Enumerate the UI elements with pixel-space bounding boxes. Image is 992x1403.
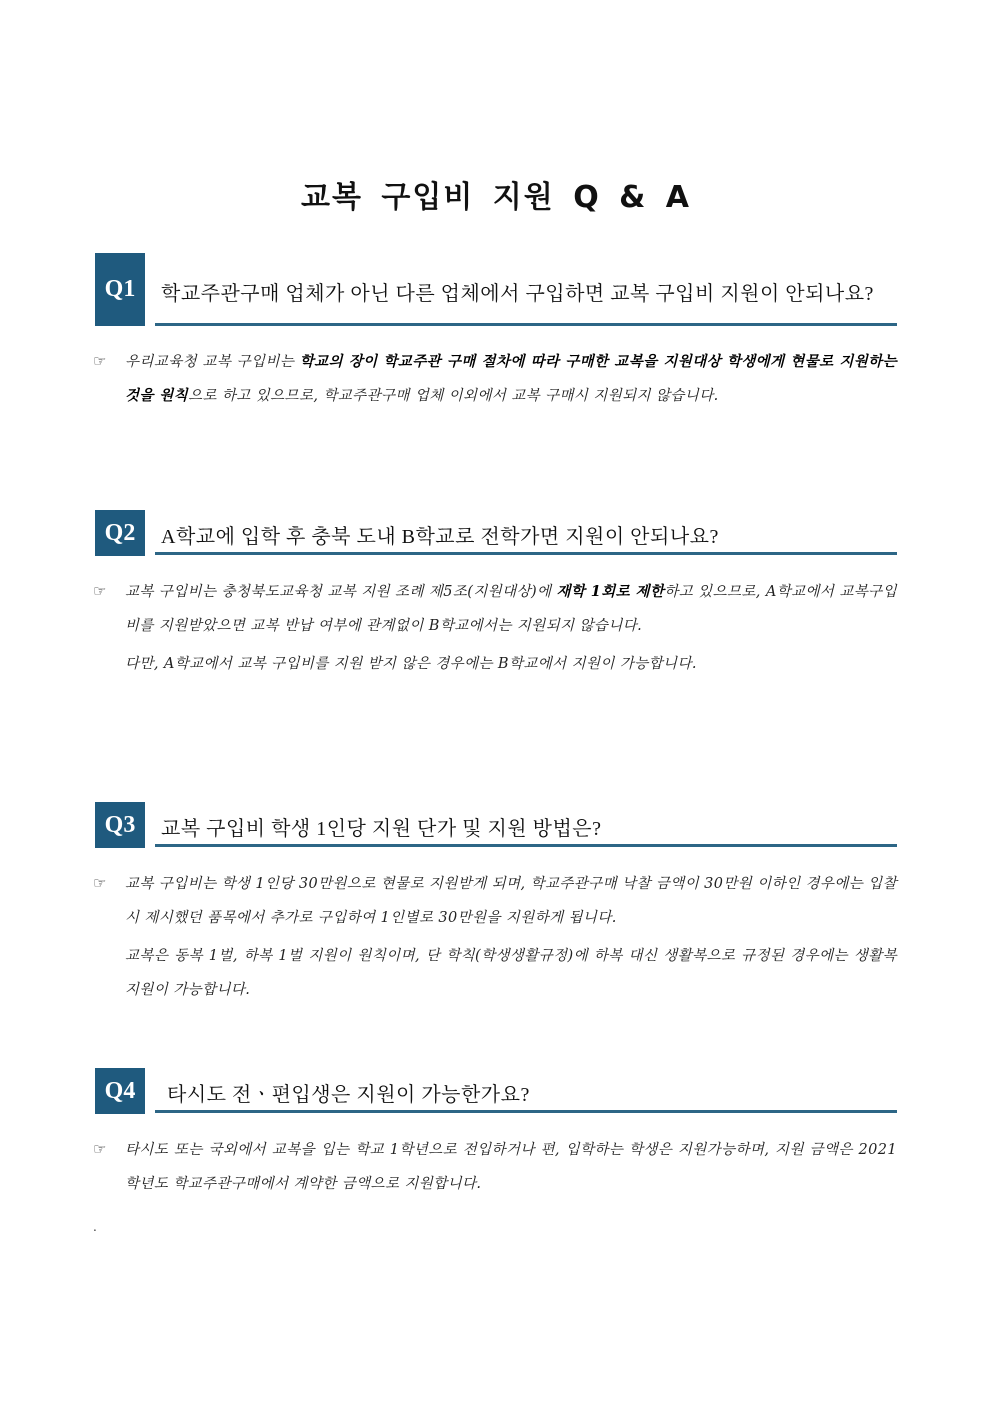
page-title: 교복 구입비 지원 Q & A xyxy=(301,180,691,215)
question-header-q3 xyxy=(95,802,897,848)
question-text: A학교에 입학 후 충북 도내 B학교로 전학가면 지원이 안되나요? xyxy=(161,526,719,548)
question-badge: Q1 xyxy=(95,253,145,326)
question-badge: Q3 xyxy=(95,802,145,848)
pointing-hand-icon: ☞ xyxy=(93,874,107,892)
answer-block-q2 xyxy=(93,575,897,681)
pointing-hand-icon: ☞ xyxy=(93,352,107,370)
pointing-hand-icon: ☞ xyxy=(93,1140,107,1158)
footer-mark: . xyxy=(93,1220,97,1234)
question-header-q2 xyxy=(95,510,897,556)
question-badge: Q4 xyxy=(95,1068,145,1114)
answer-emphasis: 학교의 장이 학교주관 구매 절차에 따라 구매한 교복을 지원대상 학생에게 현물로 지원하는 것을 원칙 xyxy=(125,353,897,404)
question-underline xyxy=(155,844,897,847)
answer-text: 교복 구입비는 충청북도교육청 교복 지원 조례 제5조(지원대상)에 재학 1회로 제한하고 있으므로, A학교에서 교복구입비를 지원받았으면 교복 반납 여부에 관계없이 B학교에서는 지원되지 않습니다. xyxy=(125,583,897,634)
question-header-q1 xyxy=(95,253,897,326)
question-text: 학교주관구매 업체가 아닌 다른 업체에서 구입하면 교복 구입비 지원이 안되나요? xyxy=(161,283,874,305)
question-underline xyxy=(155,323,897,326)
answer-text: 타시도 또는 국외에서 교복을 입는 학교 1학년으로 전입하거나 편, 입학하는 학생은 지원가능하며, 지원 금액은 2021학년도 학교주관구매에서 계약한 금액으로 지원합니다. xyxy=(125,1142,897,1192)
question-text: 교복 구입비 학생 1인당 지원 단가 및 지원 방법은? xyxy=(161,818,602,840)
question-underline xyxy=(155,552,897,555)
pointing-hand-icon: ☞ xyxy=(93,582,107,600)
answer-text: 우리교육청 교복 구입비는 학교의 장이 학교주관 구매 절차에 따라 구매한 교복을 지원대상 학생에게 현물로 지원하는 것을 원칙으로 하고 있으므로, 학교주관구매 업체 이외에서 교복 구매시 지원되지 않습니다. xyxy=(125,353,897,404)
question-header-q4 xyxy=(95,1068,897,1114)
answer-block-q3 xyxy=(93,867,897,1007)
question-badge: Q2 xyxy=(95,510,145,556)
answer-note: 다만, A학교에서 교복 구입비를 지원 받지 않은 경우에는 B학교에서 지원이 가능합니다. xyxy=(125,656,697,672)
answer-text: 교복 구입비는 학생 1인당 30만원으로 현물로 지원받게 되며, 학교주관구매 낙찰 금액이 30만원 이하인 경우에는 입찰 시 제시했던 품목에서 추가로 구입하여 1인별로 30만원을 지원하게 됩니다. xyxy=(125,876,897,926)
answer-note: 교복은 동복 1벌, 하복 1벌 지원이 원칙이며, 단 학칙(학생생활규정)에 하복 대신 생활복으로 규정된 경우에는 생활복 지원이 가능합니다. xyxy=(125,948,897,998)
answer-block-q1 xyxy=(93,345,897,413)
question-text: 타시도 전ㆍ편입생은 지원이 가능한가요? xyxy=(167,1084,530,1106)
answer-emphasis: 재학 1회로 제한 xyxy=(556,583,665,600)
answer-block-q4 xyxy=(93,1133,897,1201)
question-underline xyxy=(155,1110,897,1113)
